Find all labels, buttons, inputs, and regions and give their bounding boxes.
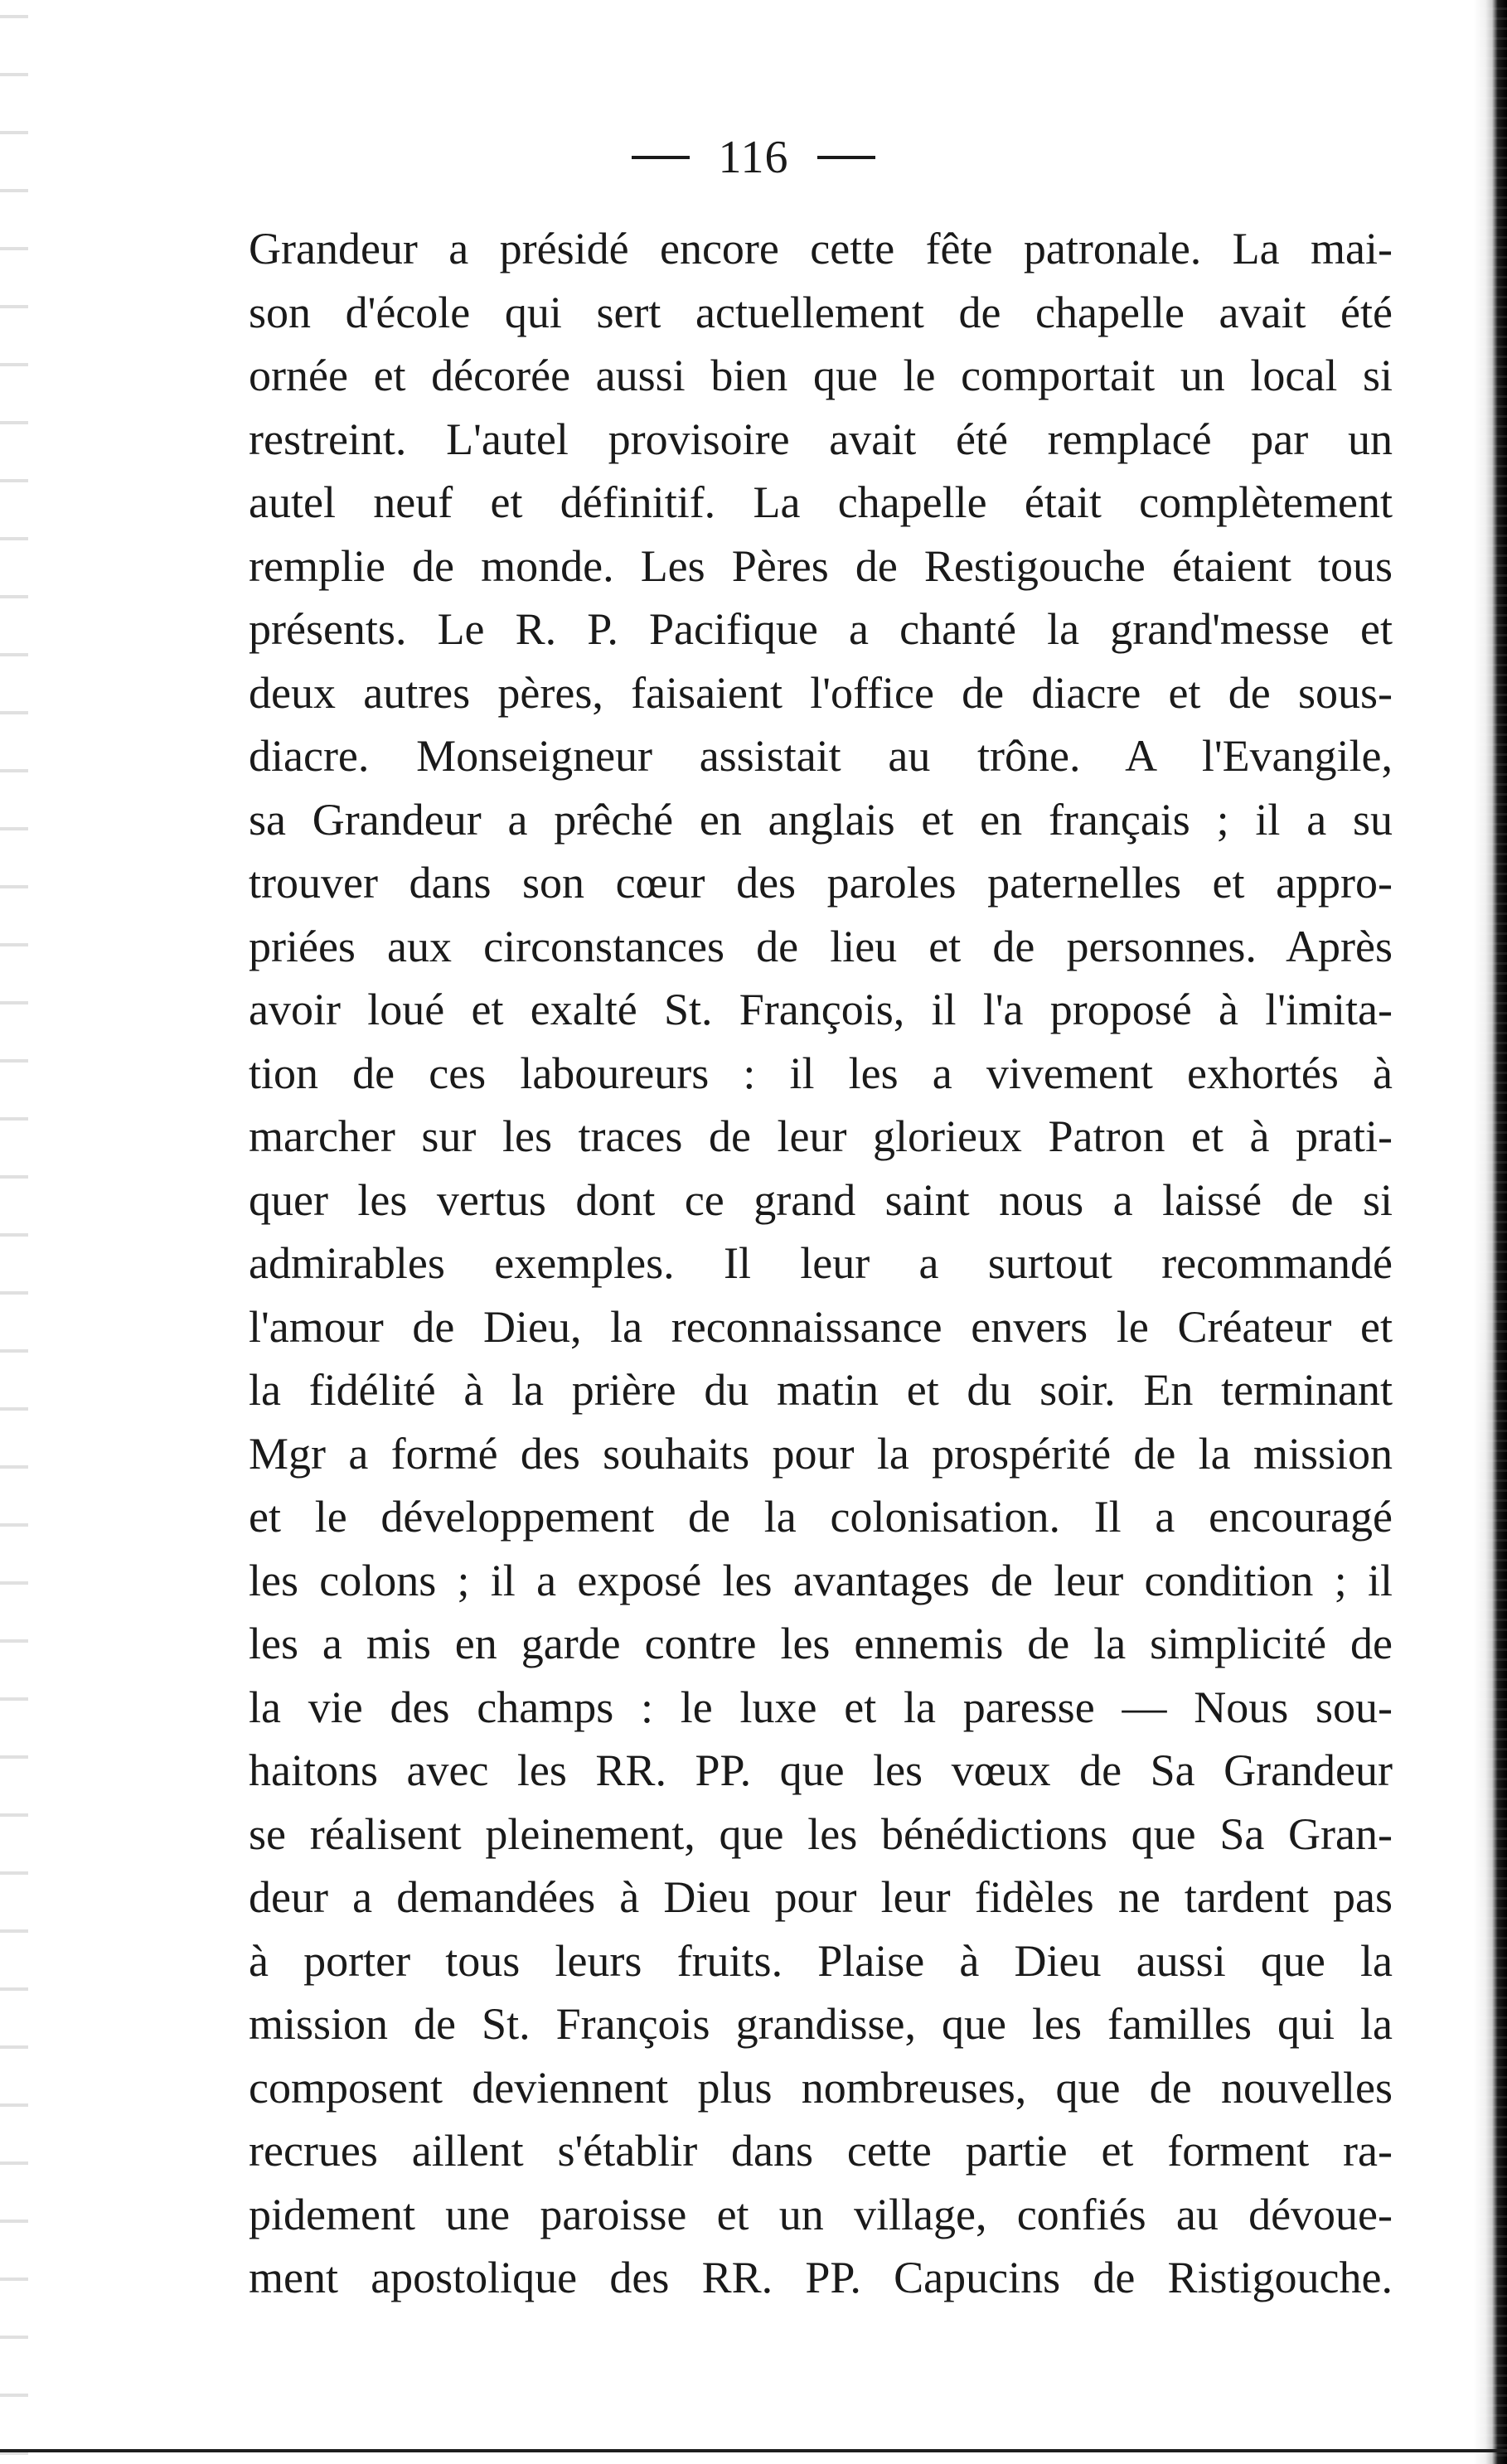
text-line: restreint. L'autel provisoire avait été remplacé par un <box>249 414 1393 464</box>
text-line: diacre. Monseigneur assistait au trône. A l'Evangile, <box>249 731 1393 781</box>
text-line: son d'école qui sert actuellement de chapelle avait été <box>249 287 1393 337</box>
left-dash <box>632 156 690 159</box>
text-line: les colons ; il a exposé les avantages de leur condition ; il <box>249 1555 1393 1605</box>
text-line: pidement une paroisse et un village, confiés au dévoue- <box>249 2189 1393 2239</box>
text-line: autel neuf et définitif. La chapelle était complètement <box>249 477 1393 527</box>
text-line: l'amour de Dieu, la reconnaissance envers le Créateur et <box>249 1301 1393 1352</box>
text-line: les a mis en garde contre les ennemis de la simplicité de <box>249 1619 1393 1668</box>
text-line: priées aux circonstances de lieu et de personnes. Après <box>249 921 1393 971</box>
text-line: ment apostolique des RR. PP. Capucins de Ristigouche. <box>249 2253 1393 2302</box>
text-line: la vie des champs : le luxe et la paresse — Nous sou- <box>249 1682 1393 1732</box>
text-line: ornée et décorée aussi bien que le comportait un local si <box>249 351 1393 400</box>
left-margin <box>0 0 28 2464</box>
text-line: sa Grandeur a prêché en anglais et en français ; il a su <box>249 794 1393 845</box>
text-line: remplie de monde. Les Pères de Restigouche étaient tous <box>249 540 1393 591</box>
page-header <box>0 120 1507 186</box>
text-line: mission de St. François grandisse, que les familles qui la <box>249 1999 1393 2049</box>
text-line: la fidélité à la prière du matin et du soir. En terminant <box>249 1365 1393 1415</box>
text-line: Grandeur a présidé encore cette fête patronale. La mai- <box>249 224 1393 274</box>
bottom-edge-rule <box>0 2449 1507 2452</box>
text-line: trouver dans son cœur des paroles paternelles et appro- <box>249 858 1393 908</box>
text-line: quer les vertus dont ce grand saint nous a laissé de si <box>249 1174 1393 1225</box>
text-line: se réalisent pleinement, que les bénédictions que Sa Gran- <box>249 1808 1393 1859</box>
text-line: à porter tous leurs fruits. Plaise à Dieu aussi que la <box>249 1935 1393 1986</box>
text-line: et le développement de la colonisation. Il a encouragé <box>249 1492 1393 1542</box>
text-line: Mgr a formé des souhaits pour la prospérité de la mission <box>249 1428 1393 1479</box>
body-text <box>249 217 1393 2310</box>
text-line: haitons avec les RR. PP. que les vœux de Sa Grandeur <box>249 1745 1393 1795</box>
text-line: tion de ces laboureurs : il les a vivement exhortés à <box>249 1048 1393 1098</box>
right-dash <box>817 156 875 159</box>
text-line: deux autres pères, faisaient l'office de diacre et de sous- <box>249 667 1393 718</box>
text-line: présents. Le R. P. Pacifique a chanté la grand'messe et <box>249 604 1393 654</box>
text-line: marcher sur les traces de leur glorieux Patron et à prati- <box>249 1111 1393 1161</box>
page-number: 116 <box>718 132 789 184</box>
text-line: deur a demandées à Dieu pour leur fidèles ne tardent pas <box>249 1872 1393 1922</box>
text-line: recrues aillent s'établir dans cette partie et forment ra- <box>249 2126 1393 2176</box>
text-line: composent deviennent plus nombreuses, que de nouvelles <box>249 2062 1393 2113</box>
right-page-edge-noise <box>1474 0 1507 2464</box>
text-line: avoir loué et exalté St. François, il l'a proposé à l'imita- <box>249 985 1393 1034</box>
text-line: admirables exemples. Il leur a surtout recommandé <box>249 1238 1393 1288</box>
